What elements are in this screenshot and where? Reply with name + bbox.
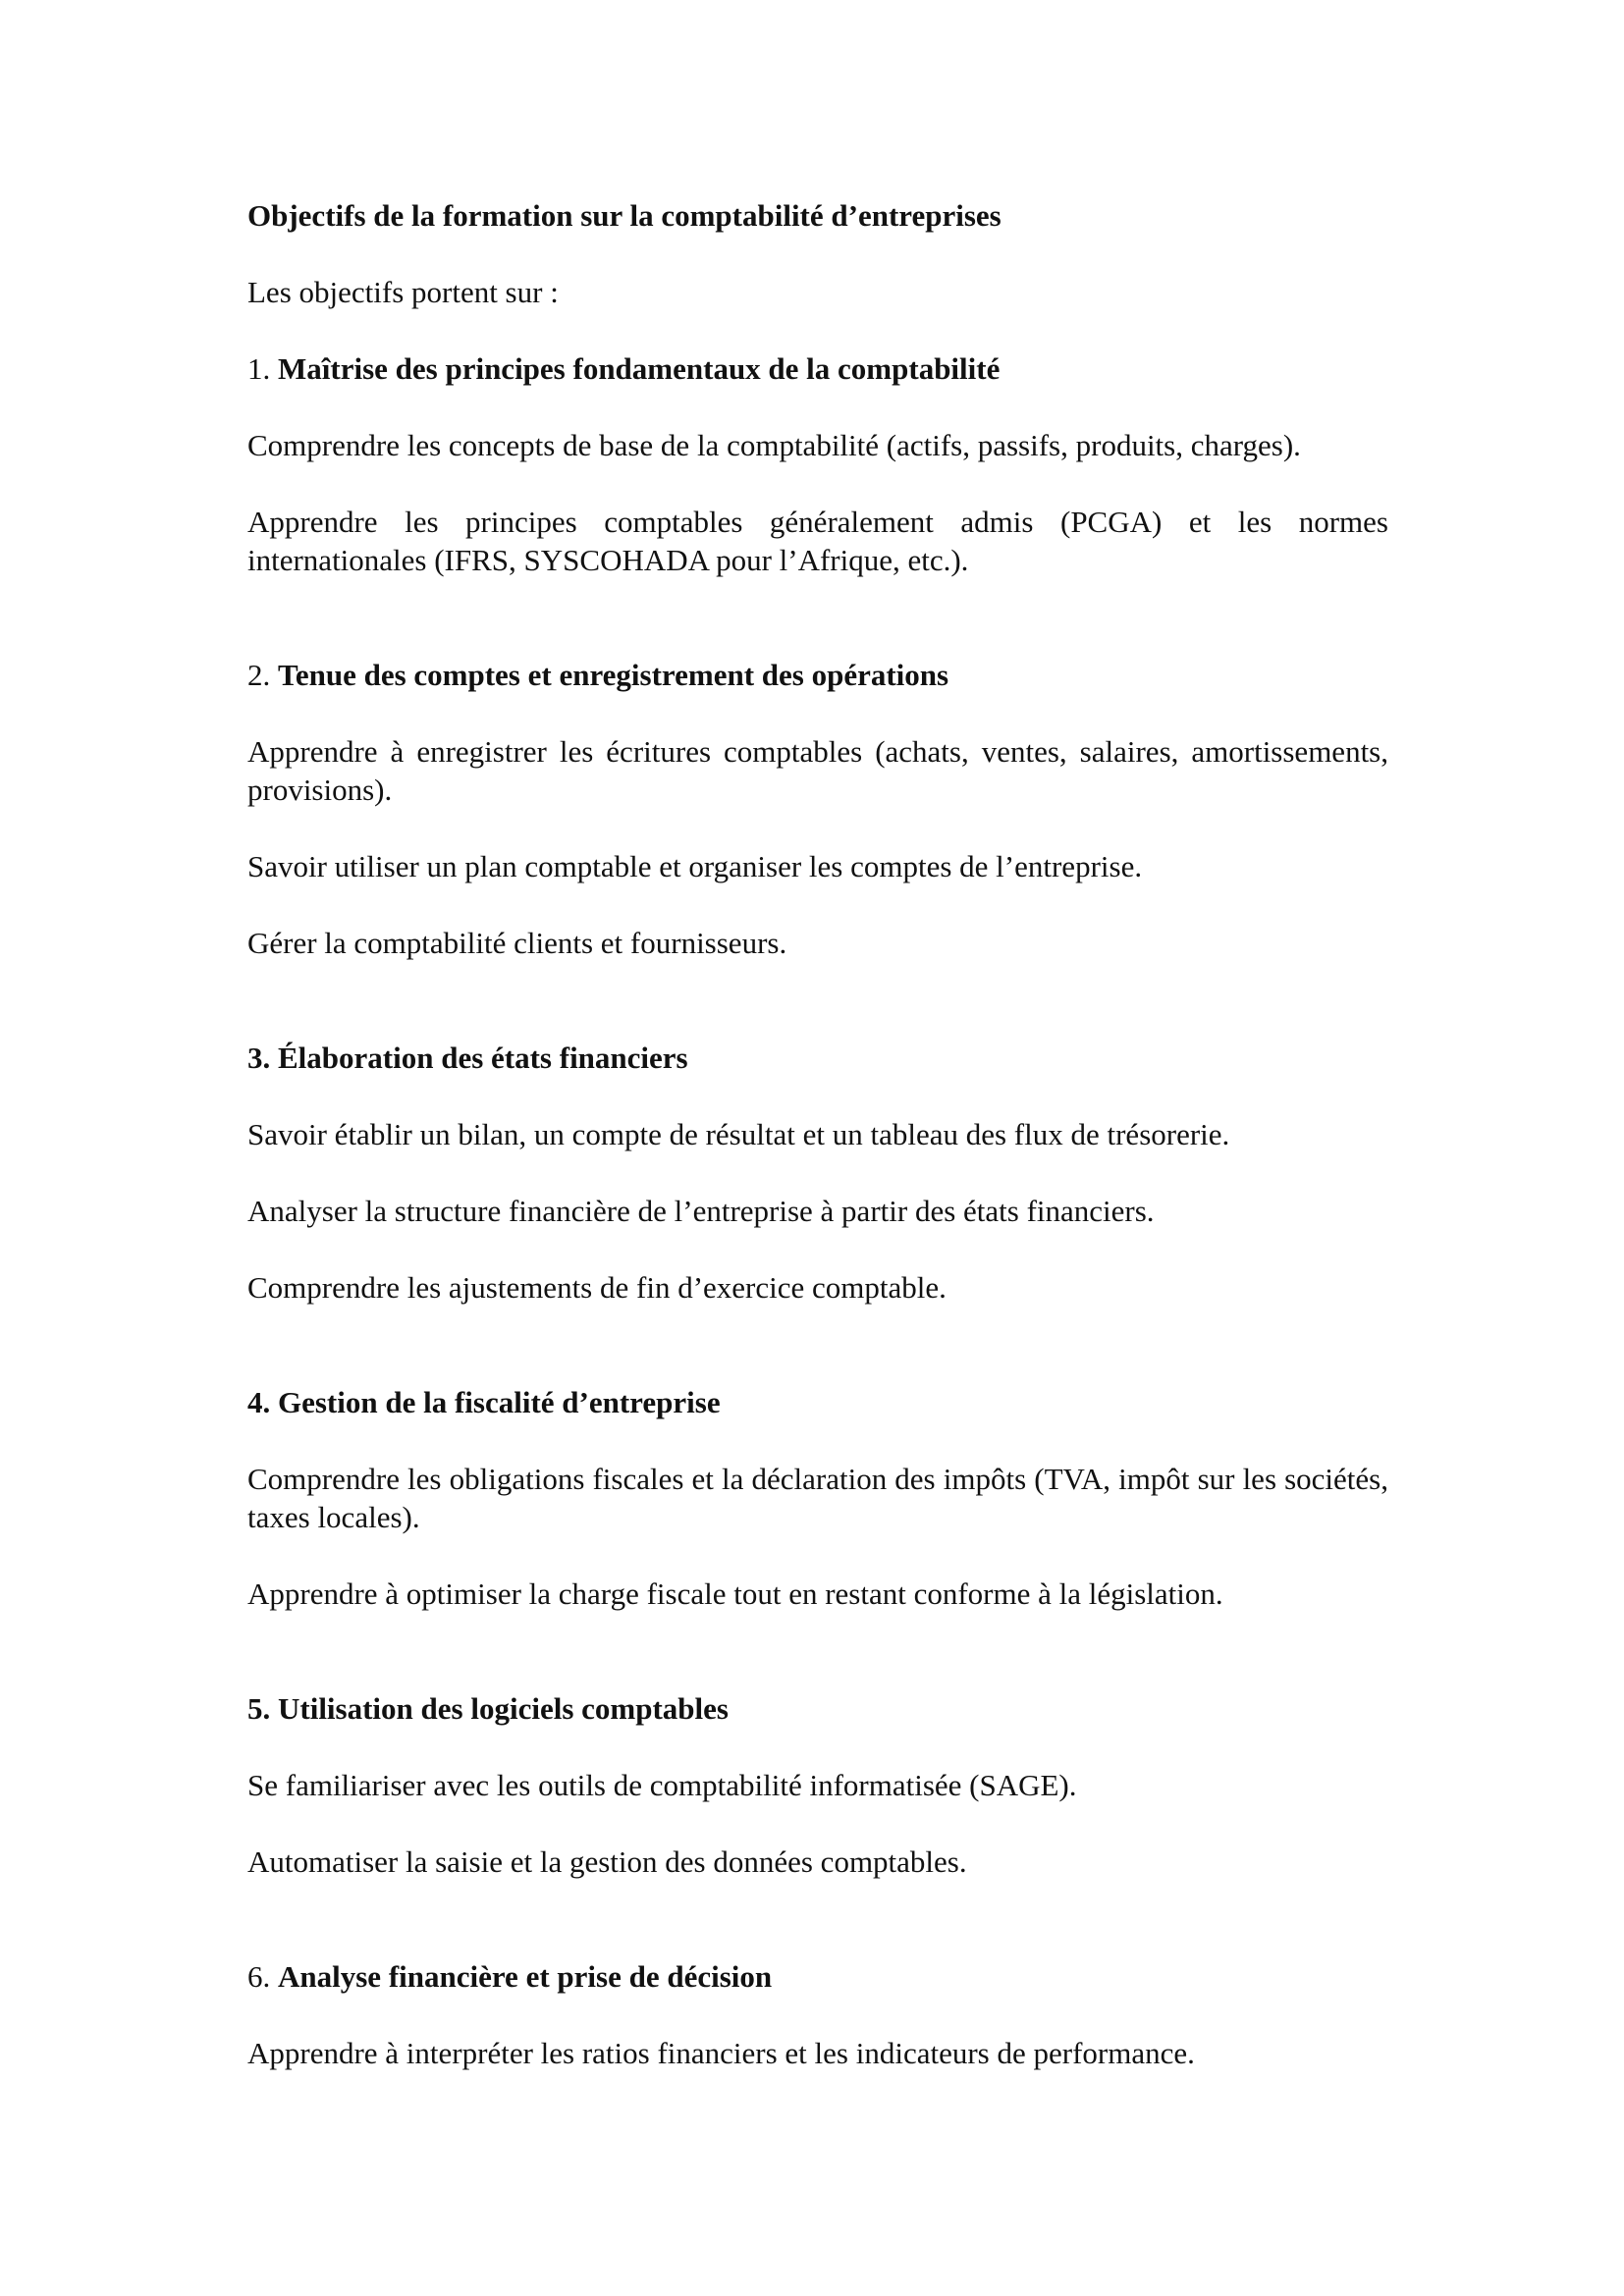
section-paragraph: Se familiariser avec les outils de comptabilité informatisée (SAGE). [247, 1768, 1077, 1802]
section-title: Gestion de la fiscalité d’entreprise [278, 1385, 721, 1419]
section-number: 6. [247, 1959, 271, 1994]
section-number: 4. [247, 1385, 271, 1419]
section-paragraph: Savoir utiliser un plan comptable et organiser les comptes de l’entreprise. [247, 849, 1143, 883]
section-paragraph: Apprendre à interpréter les ratios financiers et les indicateurs de performance. [247, 2036, 1195, 2070]
section-heading [247, 656, 1388, 694]
section-4 [247, 1383, 1388, 1613]
section-paragraph: Apprendre à optimiser la charge fiscale tout en restant conforme à la législation. [247, 1576, 1223, 1611]
section-6 [247, 1957, 1388, 2072]
section-paragraph: Apprendre les principes comptables généralement admis (PCGA) et les normes internationales (IFRS, SYSCOHADA pour l’Afrique, etc.). [247, 505, 1388, 577]
spacer [247, 1651, 1388, 1689]
section-title: Élaboration des états financiers [278, 1041, 688, 1075]
section-heading [247, 1039, 1388, 1077]
section-1 [247, 349, 1388, 579]
section-paragraph: Apprendre à enregistrer les écritures comptables (achats, ventes, salaires, amortissements, provisions). [247, 734, 1388, 807]
section-number: 5. [247, 1691, 271, 1726]
section-paragraph: Comprendre les concepts de base de la comptabilité (actifs, passifs, produits, charges). [247, 428, 1301, 462]
section-title: Utilisation des logiciels comptables [278, 1691, 729, 1726]
section-number: 1. [247, 351, 271, 386]
section-heading [247, 349, 1388, 388]
section-5 [247, 1689, 1388, 1881]
section-heading [247, 1957, 1388, 1996]
section-paragraph: Analyser la structure financière de l’entreprise à partir des états financiers. [247, 1194, 1155, 1228]
section-paragraph: Automatiser la saisie et la gestion des données comptables. [247, 1844, 967, 1879]
section-heading [247, 1689, 1388, 1728]
intro-text: Les objectifs portent sur : [247, 275, 559, 309]
section-paragraph: Gérer la comptabilité clients et fournisseurs. [247, 926, 787, 960]
spacer [247, 617, 1388, 656]
spacer [247, 1919, 1388, 1957]
section-2 [247, 656, 1388, 962]
section-number: 2. [247, 658, 271, 692]
section-paragraph: Savoir établir un bilan, un compte de résultat et un tableau des flux de trésorerie. [247, 1117, 1230, 1151]
document-page [247, 196, 1388, 2110]
spacer [247, 1000, 1388, 1039]
section-title: Tenue des comptes et enregistrement des opérations [278, 658, 949, 692]
section-title: Maîtrise des principes fondamentaux de la comptabilité [278, 351, 1001, 386]
section-number: 3. [247, 1041, 271, 1075]
document-title: Objectifs de la formation sur la comptabilité d’entreprises [247, 198, 1001, 233]
section-3 [247, 1039, 1388, 1307]
section-title: Analyse financière et prise de décision [278, 1959, 773, 1994]
section-paragraph: Comprendre les obligations fiscales et la déclaration des impôts (TVA, impôt sur les sociétés, taxes locales). [247, 1462, 1388, 1534]
section-heading [247, 1383, 1388, 1421]
section-paragraph: Comprendre les ajustements de fin d’exercice comptable. [247, 1270, 947, 1305]
spacer [247, 1345, 1388, 1383]
